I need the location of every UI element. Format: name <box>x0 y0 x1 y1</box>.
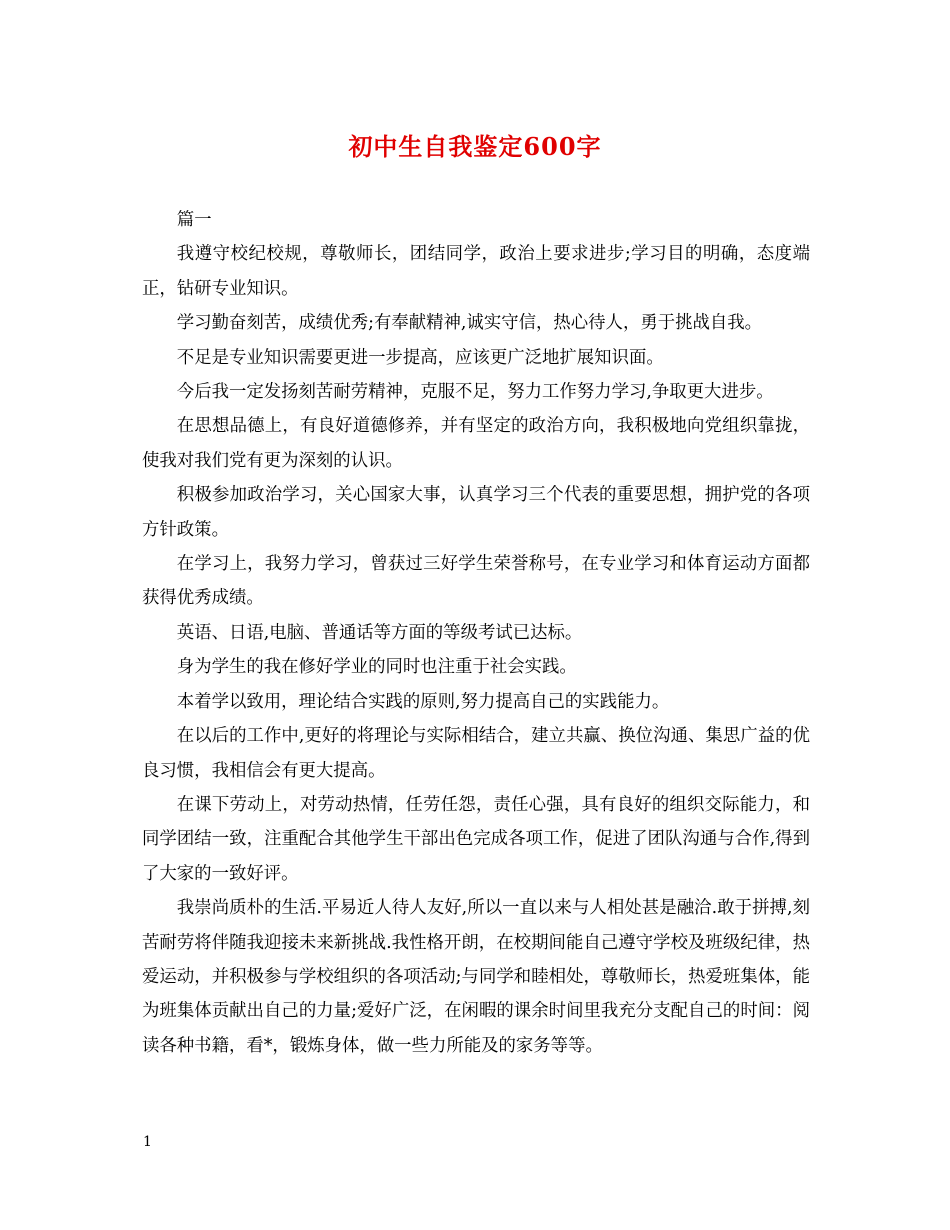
section-heading: 篇一 <box>176 210 212 230</box>
paragraph: 今后我一定发扬刻苦耐劳精神，克服不足，努力工作努力学习,争取更大进步。 <box>176 382 774 403</box>
paragraph: 不足是专业知识需要更进一步提高，应该更广泛地扩展知识面。 <box>176 347 664 368</box>
paragraph: 在课下劳动上，对劳动热情，任劳任怨，责任心强，具有良好的组织交际能力，和同学团结一致，注重配合其他学生干部出色完成各项工作，促进了团队沟通与合作,得到了大家的一致好评。 <box>142 794 810 884</box>
paragraph: 身为学生的我在修好学业的同时也注重于社会实践。 <box>176 657 577 678</box>
paragraph: 本着学以致用，理论结合实践的原则,努力提高自己的实践能力。 <box>176 691 670 712</box>
document-title: 初中生自我鉴定600字 <box>348 132 602 161</box>
paragraph: 学习勤奋刻苦，成绩优秀;有奉献精神,诚实守信，热心待人，勇于挑战自我。 <box>176 313 763 334</box>
paragraph: 在思想品德上，有良好道德修养，并有坚定的政治方向，我积极地向党组织靠拢，使我对我们党有更为深刻的认识。 <box>142 416 810 471</box>
document-body <box>142 203 810 1063</box>
paragraph: 在学习上，我努力学习，曾获过三好学生荣誉称号，在专业学习和体育运动方面都获得优秀成绩。 <box>142 554 810 609</box>
paragraph: 在以后的工作中,更好的将理论与实际相结合，建立共赢、换位沟通、集思广益的优良习惯，我相信会有更大提高。 <box>142 726 810 781</box>
paragraph: 英语、日语,电脑、普通话等方面的等级考试已达标。 <box>176 622 583 643</box>
page-number: 1 <box>143 1134 152 1150</box>
paragraph: 积极参加政治学习，关心国家大事，认真学习三个代表的重要思想，拥护党的各项方针政策。 <box>142 485 810 540</box>
paragraph: 我遵守校纪校规，尊敬师长，团结同学，政治上要求进步;学习目的明确，态度端正，钻研专业知识。 <box>142 244 810 299</box>
paragraph: 我崇尚质朴的生活.平易近人待人友好,所以一直以来与人相处甚是融洽.敢于拼搏,刻苦耐劳将伴随我迎接未来新挑战.我性格开朗，在校期间能自己遵守学校及班级纪律，热爱运动，并积极参与学校组织的各项活动;与同学和睦相处，尊敬师长，热爱班集体，能为班集体贡献出自己的力量;爱好广泛，在闲暇的课余时间里我充分支配自己的时间：阅读各种书籍，看*，锻炼身体，做一些力所能及的家务等等。 <box>142 898 810 1056</box>
